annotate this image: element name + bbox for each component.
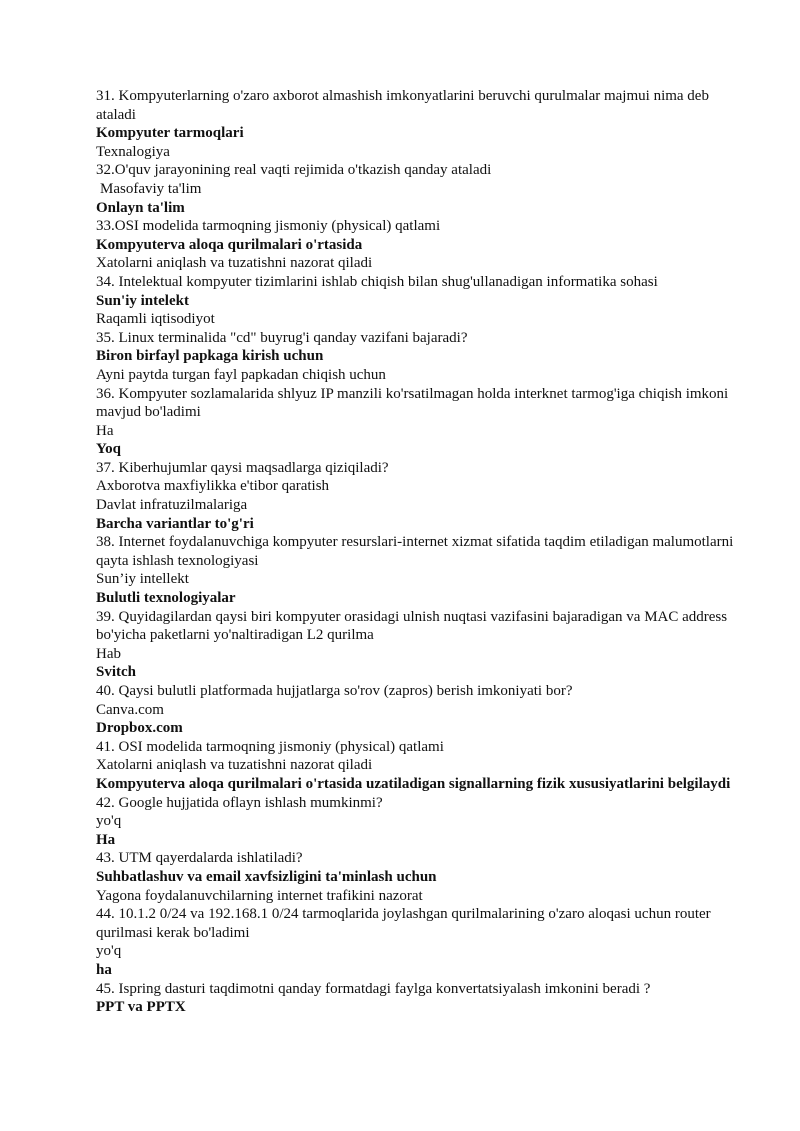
text-line: yo'q <box>96 813 122 830</box>
text-line: 33.OSI modelida tarmoqning jismoniy (physical) qatlami <box>96 218 441 235</box>
text-line: 44. 10.1.2 0/24 va 192.168.1 0/24 tarmoqlarida joylashgan qurilmalarining o'zaro aloqasi uchun router qurilmasi kerak bo'ladimi <box>96 906 711 941</box>
answer-line: Sun'iy intelekt <box>96 292 189 309</box>
text-line: Yagona foydalanuvchilarning internet trafikini nazorat <box>96 887 423 904</box>
text-line: yo'q <box>96 943 122 960</box>
text-line: Canva.com <box>96 701 164 718</box>
text-line: 45. Ispring dasturi taqdimotni qanday formatdagi faylga konvertatsiyalash imkonini beradi ? <box>96 980 651 997</box>
answer-line: Yoq <box>96 441 122 458</box>
text-line: 37. Kiberhujumlar qaysi maqsadlarga qiziqiladi? <box>96 459 389 476</box>
document-page <box>96 87 736 1017</box>
answer-line: ha <box>96 961 112 978</box>
answer-line: Ha <box>96 831 116 848</box>
answer-line: PPT va PPTX <box>96 999 186 1016</box>
answer-line: Dropbox.com <box>96 720 183 737</box>
answer-line: Barcha variantlar to'g'ri <box>96 515 254 532</box>
text-line: Hab <box>96 645 121 662</box>
text-line: 35. Linux terminalida "cd" buyrug'i qanday vazifani bajaradi? <box>96 329 468 346</box>
text-line: Sun’iy intellekt <box>96 571 189 588</box>
answer-line: Onlayn ta'lim <box>96 199 185 216</box>
text-line: Masofaviy ta'lim <box>100 180 202 197</box>
text-line: 36. Kompyuter sozlamalarida shlyuz IP manzili ko'rsatilmagan holda interknet tarmog'iga chiqish imkoni mavjud bo'ladimi <box>96 385 729 421</box>
text-line: Axborotva maxfiylikka e'tibor qaratish <box>96 478 330 495</box>
text-line: Ha <box>96 422 114 439</box>
text-line: Davlat infratuzilmalariga <box>96 497 248 514</box>
text-line: 34. Intelektual kompyuter tizimlarini ishlab chiqish bilan shug'ullanadigan informatika sohasi <box>96 273 658 290</box>
text-line: 42. Google hujjatida oflayn ishlash mumkinmi? <box>96 794 383 811</box>
text-line: 43. UTM qayerdalarda ishlatiladi? <box>96 850 303 867</box>
text-line: Raqamli iqtisodiyot <box>96 311 215 328</box>
text-line: Ayni paytda turgan fayl papkadan chiqish uchun <box>96 366 386 383</box>
text-line: 32.O'quv jarayonining real vaqti rejimida o'tkazish qanday ataladi <box>96 162 492 179</box>
answer-line: Suhbatlashuv va email xavfsizligini ta'minlash uchun <box>96 868 437 885</box>
answer-line: Biron birfayl papkaga kirish uchun <box>96 348 324 365</box>
answer-line: Kompyuterva aloqa qurilmalari o'rtasida <box>96 236 363 253</box>
answer-line: Kompyuter tarmoqlari <box>96 125 244 142</box>
text-line: 39. Quyidagilardan qaysi biri kompyuter orasidagi ulnish nuqtasi vazifasini bajaradigan va MAC address bo'yicha paketlarni yo'naltiradigan L2 qurilma <box>96 608 728 644</box>
answer-line: Svitch <box>96 664 137 681</box>
text-line: 41. OSI modelida tarmoqning jismoniy (physical) qatlami <box>96 738 444 755</box>
text-line: 31. Kompyuterlarning o'zaro axborot almashish imkonyatlarini beruvchi qurulmalar majmui nima deb ataladi <box>96 88 709 123</box>
text-line: 38. Internet foydalanuvchiga kompyuter resurslari-internet xizmat sifatida taqdim etiladigan malumotlarni qayta ishlash texnologiyasi <box>96 534 734 569</box>
answer-line: Kompyuterva aloqa qurilmalari o'rtasida uzatiladigan signallarning fizik xususiyatlarini belgilaydi <box>96 775 731 792</box>
answer-line: Bulutli texnologiyalar <box>96 590 236 607</box>
text-line: Xatolarni aniqlash va tuzatishni nazorat qiladi <box>96 757 373 774</box>
text-line: 40. Qaysi bulutli platformada hujjatlarga so'rov (zapros) berish imkoniyati bor? <box>96 683 573 699</box>
text-line: Texnalogiya <box>96 143 170 160</box>
text-line: Xatolarni aniqlash va tuzatishni nazorat qiladi <box>96 255 373 272</box>
